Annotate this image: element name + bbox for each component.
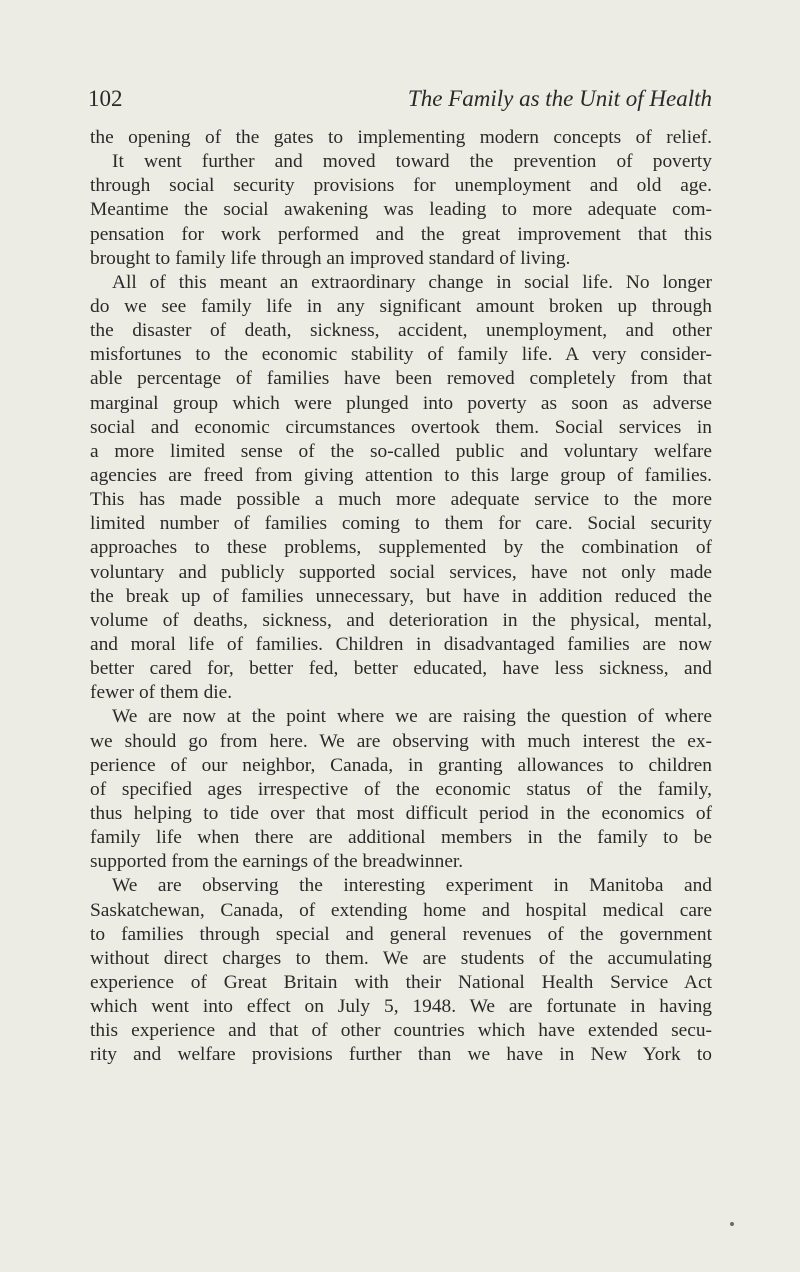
text-line: this experience and that of other countries which have extended secu-	[90, 1020, 712, 1042]
text-line: thus helping to tide over that most difficult period in the economics of	[90, 802, 712, 824]
running-title: The Family as the Unit of Health	[407, 86, 712, 111]
text-line: It went further and moved toward the prevention of poverty	[112, 151, 712, 173]
text-line: through social security provisions for unemployment and old age.	[90, 175, 712, 197]
text-line: approaches to these problems, supplemented by the combination of	[90, 537, 712, 559]
text-line: We are now at the point where we are raising the question of where	[112, 706, 712, 728]
text-line: better cared for, better fed, better educated, have less sickness, and	[90, 658, 712, 680]
text-line: agencies are freed from giving attention to this large group of families.	[90, 464, 712, 486]
text-line: social and economic circumstances overtook them. Social services in	[90, 416, 712, 438]
text-line: pensation for work performed and the great improvement that this	[90, 223, 712, 245]
text-line: fewer of them die.	[90, 682, 233, 704]
text-line: we should go from here. We are observing with much interest the ex-	[90, 730, 712, 752]
text-line: voluntary and publicly supported social services, have not only made	[90, 561, 712, 583]
text-line: This has made possible a much more adequate service to the more	[90, 489, 712, 511]
paper-speck	[730, 1222, 734, 1226]
text-line: the opening of the gates to implementing modern concepts of relief.	[90, 127, 712, 148]
body-text	[90, 126, 712, 1067]
text-line: supported from the earnings of the breadwinner.	[90, 851, 464, 873]
text-line: perience of our neighbor, Canada, in granting allowances to children	[90, 754, 712, 776]
page-number: 102	[88, 86, 123, 111]
text-line: to families through special and general revenues of the government	[90, 923, 712, 945]
text-line: and moral life of families. Children in disadvantaged families are now	[90, 633, 712, 655]
text-line: the disaster of death, sickness, accident, unemployment, and other	[90, 320, 712, 342]
text-line: Meantime the social awakening was leading to more adequate com-	[90, 199, 712, 221]
text-line: which went into effect on July 5, 1948. We are fortunate in having	[90, 996, 712, 1018]
text-line: limited number of families coming to them for care. Social security	[90, 513, 712, 535]
text-line: We are observing the interesting experiment in Manitoba and	[112, 875, 712, 897]
text-line: the break up of families unnecessary, but have in addition reduced the	[90, 585, 712, 607]
text-line: of specified ages irrespective of the economic status of the family,	[90, 778, 712, 800]
text-line: brought to family life through an improved standard of living.	[90, 247, 571, 269]
text-line: misfortunes to the economic stability of family life. A very consider-	[90, 344, 712, 366]
text-line: able percentage of families have been removed completely from that	[90, 368, 712, 390]
text-line: Saskatchewan, Canada, of extending home and hospital medical care	[90, 899, 712, 921]
text-line: All of this meant an extraordinary change in social life. No longer	[112, 271, 712, 293]
text-line: marginal group which were plunged into poverty as soon as adverse	[90, 392, 712, 414]
text-line: rity and welfare provisions further than we have in New York to	[90, 1044, 712, 1066]
text-line: experience of Great Britain with their National Health Service Act	[90, 971, 712, 993]
text-line: a more limited sense of the so-called public and voluntary welfare	[90, 440, 712, 462]
running-head	[88, 86, 712, 120]
text-line: volume of deaths, sickness, and deterioration in the physical, mental,	[90, 609, 712, 631]
text-line: without direct charges to them. We are students of the accumulating	[90, 947, 712, 969]
text-line: do we see family life in any significant amount broken up through	[90, 295, 712, 317]
text-line: family life when there are additional members in the family to be	[90, 827, 712, 849]
